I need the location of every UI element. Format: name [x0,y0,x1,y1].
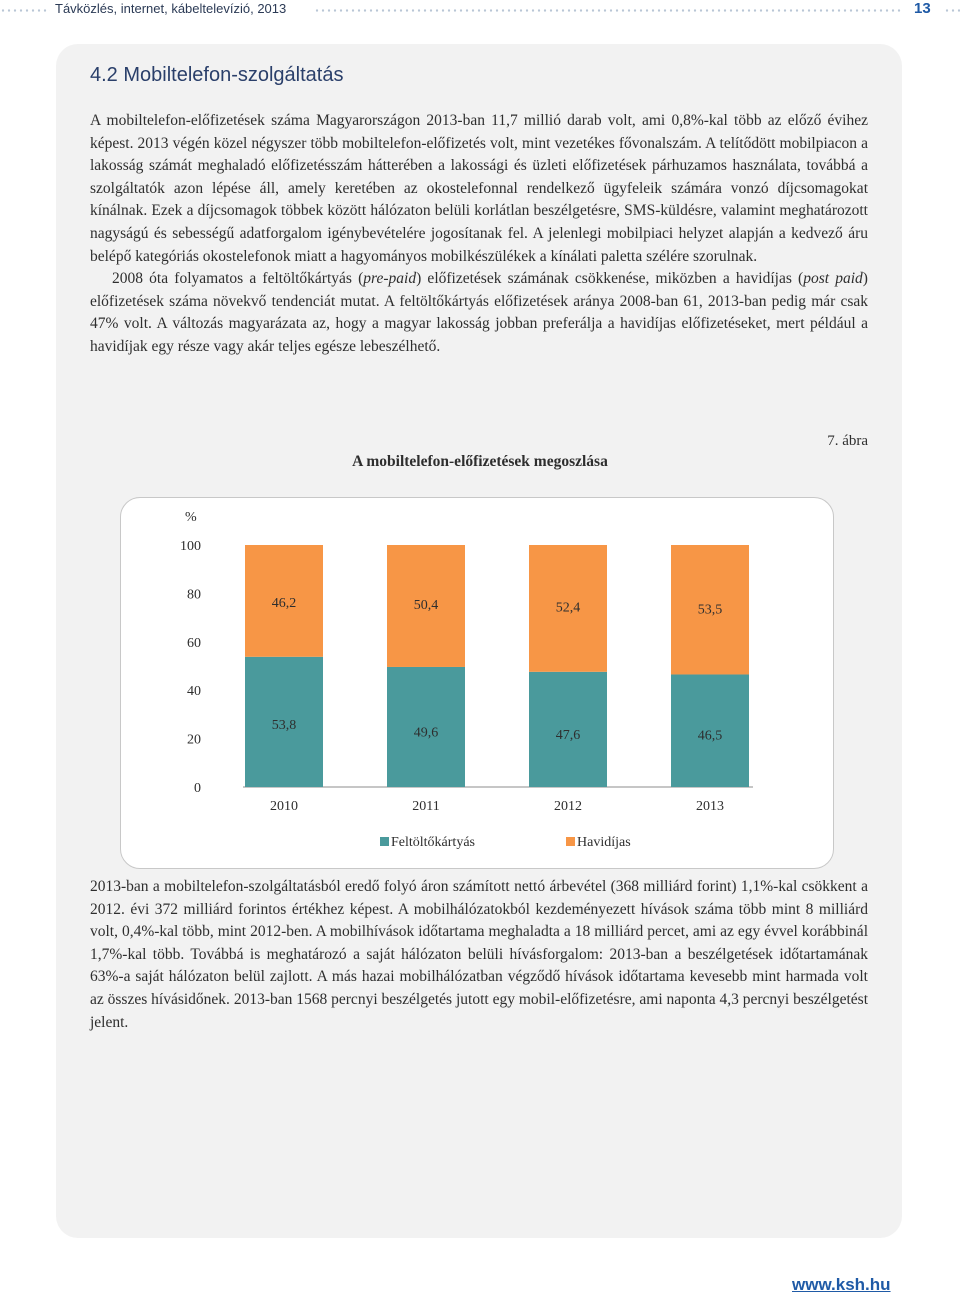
paragraph-2 [90,268,868,358]
x-tick-label-2010: 2010 [270,799,298,814]
data-label-havidijas-2011: 50,4 [413,598,439,614]
header-dots-left [0,9,50,12]
header-dots-right [314,9,902,12]
y-tick-label-20: 20 [187,732,201,748]
section-title: 4.2 Mobiltelefon-szolgáltatás [90,64,344,86]
data-label-feltoltokartyas-2010: 53,8 [271,717,297,733]
paragraph-2-part3: ) előfizetések száma növekvő tendenciát mutat. A feltöltőkártyás előfizetések aránya 2008-ban 61, 2013-ban pedig már csak 47% volt. A változás magyarázata az, hogy a magyar lakosság jobban preferálja a havidíjas előfizetéseket, mert például a havidíjak egy része vagy akár teljes egésze lebeszélhető. [90,270,868,355]
data-label-havidijas-2010: 46,2 [271,596,297,611]
footer-link[interactable]: www.ksh.hu [792,1275,891,1294]
page-number: 13 [914,0,931,17]
y-tick-label-100: 100 [180,539,201,554]
data-label-feltoltokartyas-2013: 46,5 [697,728,723,744]
header-title: Távközlés, internet, kábeltelevízió, 2013 [55,1,287,16]
x-tick-label-2011: 2011 [412,799,440,814]
body-text-bottom [90,876,868,1034]
data-label-havidijas-2013: 53,5 [697,602,723,618]
y-tick-label-40: 40 [187,684,201,700]
body-text-top [90,110,868,359]
paragraph-2-part1: 2008 óta folyamatos a feltöltőkártyás ( [112,270,364,288]
y-tick-label-0: 0 [194,781,201,796]
legend-label-havidijas: Havidíjas [577,835,631,850]
paragraph-1: A mobiltelefon-előfizetések száma Magyarországon 2013-ban 11,7 millió darab volt, ami 0,8%-kal több az előző évihez képest. 2013 végén közel négyszer több mobiltelefon-előfizetés volt, mint vezetékes fővonalszám. A telítődött mobilpiacon a lakosság számát meghaladó előfizetésszám hátterében a lakossági és üzleti előfizetések párhuzamos használata, továbbá a szolgáltatók azon lépése áll, amely keretében az okostelefonnal rendelkező ügyfeleik számára vonzó díjcsomagokat kínálnak. Ezek a díjcsomagok többek között hálózaton belüli korlátlan beszélgetésre, SMS-küldésre, valamint meghatározott nagyságú és sebességű adatforgalom igénybevételére jogosítanak fel. A jelenlegi mobilpiaci helyzet alapján a kedvező áru belépő kategóriás okostelefonok miatt a hagyományos mobilkészülékek a kínálati paletta szélére szorulnak. [90,112,868,265]
paragraph-2-part2: ) előfizetések számának csökkenése, miközben a havidíjas ( [416,270,804,288]
chart-container [120,497,834,869]
y-tick-label-80: 80 [187,587,201,603]
x-tick-label-2012: 2012 [554,799,582,814]
chart-title: A mobiltelefon-előfizetések megoszlása [352,453,608,470]
paragraph-3: 2013-ban a mobiltelefon-szolgáltatásból eredő folyó áron számított nettó árbevétel (368 milliárd forint) 1,1%-kal csökkent a 2012. évi 372 milliárd forintos értékhez képest. A mobilhálózatokból kezdeményezett hívások száma több mint 8 milliárd volt, 0,4%-kal több, mint 2012-ben. A mobilhívások időtartama meghaladta a 18 milliárd percet, ami az egy évvel korábbinál 1,7%-kal több. Továbbá is meghatározó a saját hálózaton belüli hívásforgalom: 2013-ban a beszélgetések időtartamának 63%-a saját hálózaton belül zajlott. A más hazai mobilhálózatban végződő hívások időtartama kevesebb mint harmada volt az összes hívásidőnek. 2013-ban 1568 percnyi beszélgetés jutott egy mobil-előfizetésre, ami naponta 4,3 percnyi beszélgetést jelent. [90,878,868,1031]
header-dots-far [944,9,960,12]
figure-label: 7. ábra [827,433,868,449]
paragraph-2-italic1: pre-paid [363,270,417,288]
y-tick-label-60: 60 [187,635,201,651]
legend-label-feltoltokartyas: Feltöltőkártyás [391,835,475,850]
page-header [0,0,960,22]
x-tick-label-2013: 2013 [696,799,724,814]
data-label-havidijas-2012: 52,4 [555,600,581,616]
paragraph-2-italic2: post paid [803,270,863,288]
data-label-feltoltokartyas-2012: 47,6 [555,728,581,744]
legend-swatch-feltoltokartyas [380,837,389,846]
data-label-feltoltokartyas-2011: 49,6 [413,725,439,741]
legend-swatch-havidijas [566,837,575,846]
y-axis-unit-label: % [185,510,197,525]
stacked-bar-chart [121,498,833,868]
